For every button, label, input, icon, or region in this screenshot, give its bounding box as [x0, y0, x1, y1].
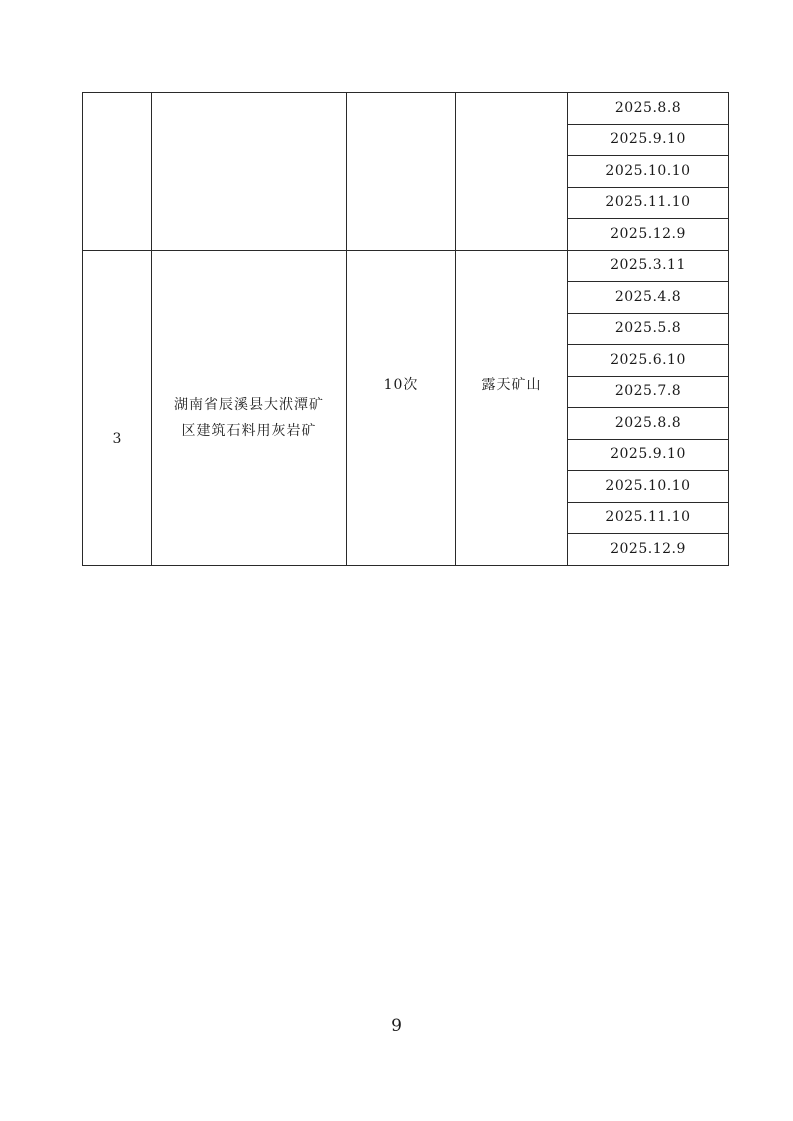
inspection-count-cell: [347, 93, 456, 251]
inspection-date-cell: 2025.12.9: [568, 219, 729, 251]
inspection-date-cell: 2025.9.10: [568, 124, 729, 156]
mine-name-cell: [152, 250, 347, 565]
inspection-date-cell: 2025.4.8: [568, 282, 729, 314]
inspection-date-cell: 2025.8.8: [568, 93, 729, 125]
inspection-date-cell: 2025.12.9: [568, 534, 729, 566]
inspection-date-cell: 2025.9.10: [568, 439, 729, 471]
mine-type-cell: [456, 93, 568, 251]
inspection-count-text: 10次: [383, 377, 419, 394]
inspection-date-cell: 2025.3.11: [568, 250, 729, 282]
page-number: 9: [391, 1016, 402, 1036]
inspection-date-cell: 2025.10.10: [568, 471, 729, 503]
inspection-date-cell: 2025.10.10: [568, 156, 729, 188]
inspection-date-cell: 2025.8.8: [568, 408, 729, 440]
inspection-count-cell: [347, 250, 456, 565]
inspection-date-cell: 2025.5.8: [568, 313, 729, 345]
inspection-date-cell: 2025.7.8: [568, 376, 729, 408]
table-row: [83, 93, 729, 125]
mine-type-text: 露天矿山: [481, 377, 542, 394]
row-number-cell: [83, 93, 152, 251]
row-number-cell: [83, 250, 152, 565]
table-row: [83, 250, 729, 282]
inspection-date-cell: 2025.11.10: [568, 502, 729, 534]
mine-name-cell: [152, 93, 347, 251]
inspection-date-cell: 2025.11.10: [568, 187, 729, 219]
mine-name-text: 湖南省辰溪县大洑潭矿区建筑石料用灰岩矿: [174, 396, 324, 439]
inspection-schedule-table: [82, 92, 729, 566]
row-number-text: 3: [112, 431, 122, 448]
inspection-date-cell: 2025.6.10: [568, 345, 729, 377]
mine-type-cell: [456, 250, 568, 565]
